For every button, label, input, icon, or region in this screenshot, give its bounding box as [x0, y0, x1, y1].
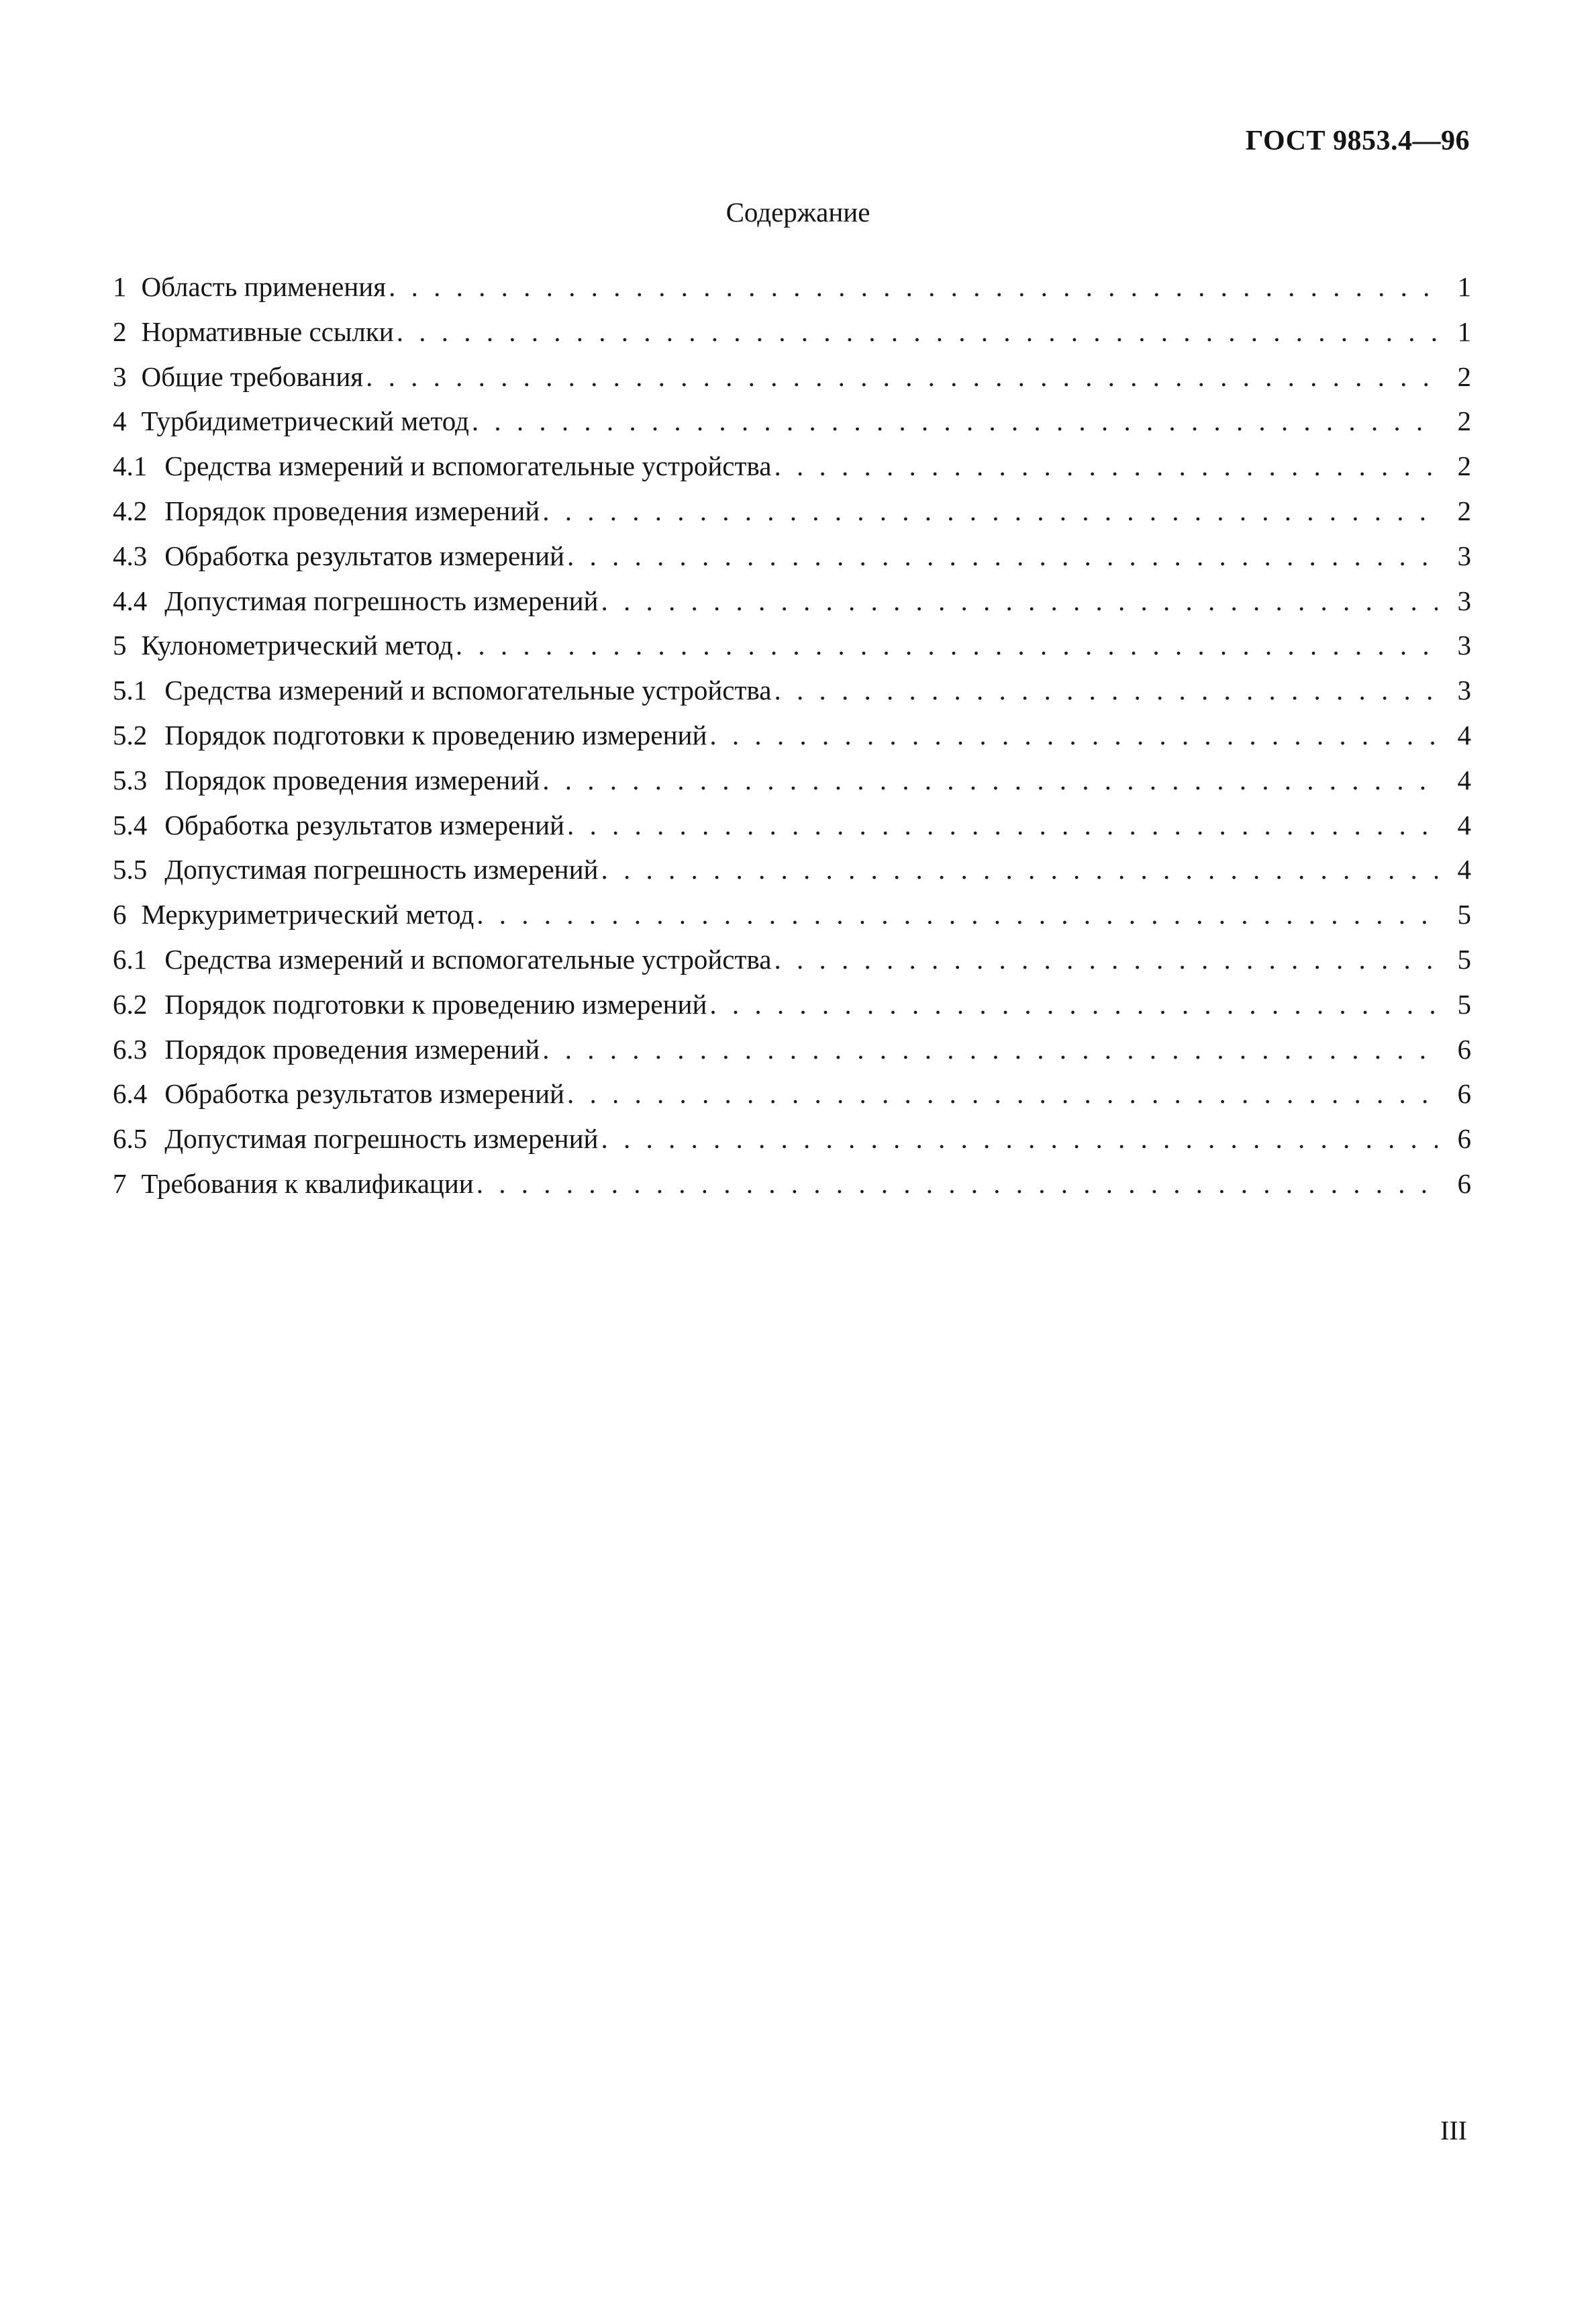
- toc-entry-label: Средства измерений и вспомогательные устройства: [164, 675, 772, 706]
- toc-dot-leader: [567, 809, 1438, 841]
- toc-entry-page: 5: [1457, 899, 1471, 930]
- toc-entry-page: 5: [1457, 988, 1471, 1020]
- toc-entry: [113, 1167, 1471, 1212]
- toc-entry-label: Порядок проведения измерений: [164, 495, 540, 526]
- toc-entry: [113, 809, 1471, 854]
- toc-entry-label: Обработка результатов измерений: [164, 809, 564, 840]
- toc-entry-label: Средства измерений и вспомогательные устройства: [164, 943, 772, 975]
- toc-entry: [113, 540, 1471, 585]
- toc-entry-number: 6.3: [113, 1033, 148, 1065]
- toc-dot-leader: [456, 629, 1438, 661]
- toc-entry-page: 3: [1457, 540, 1471, 571]
- toc-entry-number: 4: [113, 405, 127, 437]
- toc-entry: [113, 1122, 1471, 1167]
- toc-dot-leader: [389, 271, 1438, 303]
- toc-dot-leader: [601, 585, 1438, 617]
- toc-dot-leader: [397, 316, 1438, 348]
- toc-entry-page: 3: [1457, 630, 1471, 661]
- toc-entry-number: 4.1: [113, 450, 148, 482]
- toc-entry-page: 3: [1457, 675, 1471, 706]
- toc-entry-page: 2: [1457, 450, 1471, 482]
- toc-entry-label: Порядок проведения измерений: [164, 764, 540, 796]
- toc-entry-number: 5: [113, 630, 127, 661]
- toc-dot-leader: [542, 1033, 1438, 1065]
- toc-entry-number: 6: [113, 899, 127, 930]
- toc-dot-leader: [774, 674, 1438, 706]
- toc-dot-leader: [366, 360, 1438, 393]
- toc-entry-number: 1: [113, 271, 127, 302]
- toc-entry-page: 6: [1457, 1033, 1471, 1065]
- toc-entry-page: 2: [1457, 405, 1471, 437]
- toc-dot-leader: [774, 943, 1438, 975]
- toc-entry-label: Общие требования: [141, 360, 364, 392]
- toc-entry-number: 4.3: [113, 540, 148, 571]
- toc-entry-page: 4: [1457, 809, 1471, 840]
- toc-entry-number: 6.2: [113, 988, 148, 1020]
- toc-entry: [113, 764, 1471, 809]
- toc-dot-leader: [601, 853, 1438, 885]
- toc-entry-number: 6.5: [113, 1123, 148, 1155]
- toc-entry-page: 3: [1457, 585, 1471, 616]
- toc-entry-number: 4.4: [113, 585, 148, 616]
- toc-dot-leader: [472, 405, 1438, 437]
- toc-entry-label: Порядок подготовки к проведению измерений: [164, 719, 707, 751]
- toc-entry: [113, 674, 1471, 719]
- toc-entry: [113, 1077, 1471, 1122]
- toc-entry-number: 5.1: [113, 675, 148, 706]
- toc-entry: [113, 898, 1471, 943]
- toc-entry: [113, 943, 1471, 988]
- toc-entry-page: 6: [1457, 1078, 1471, 1110]
- toc-entry-page: 6: [1457, 1167, 1471, 1199]
- toc-entry: [113, 405, 1471, 450]
- table-of-contents: [113, 271, 1471, 1212]
- toc-entry: [113, 495, 1471, 540]
- toc-entry-label: Средства измерений и вспомогательные устройства: [164, 450, 772, 482]
- toc-entry-page: 2: [1457, 360, 1471, 392]
- toc-entry-page: 2: [1457, 495, 1471, 526]
- toc-entry: [113, 629, 1471, 674]
- toc-entry-label: Кулонометрический метод: [141, 630, 453, 661]
- toc-entry: [113, 316, 1471, 360]
- toc-entry-number: 5.3: [113, 764, 148, 796]
- toc-dot-leader: [567, 1077, 1438, 1110]
- toc-dot-leader: [567, 540, 1438, 572]
- toc-entry-label: Меркуриметрический метод: [141, 899, 475, 930]
- toc-dot-leader: [774, 450, 1438, 482]
- toc-entry: [113, 719, 1471, 764]
- toc-entry: [113, 450, 1471, 495]
- toc-entry-number: 5.4: [113, 809, 148, 840]
- toc-entry-label: Допустимая погрешность измерений: [164, 854, 599, 885]
- toc-entry-page: 1: [1457, 271, 1471, 302]
- toc-entry-label: Порядок подготовки к проведению измерений: [164, 988, 707, 1020]
- toc-entry-label: Нормативные ссылки: [141, 316, 394, 347]
- document-code: ГОСТ 9853.4—96: [1245, 126, 1470, 156]
- toc-entry-label: Порядок проведения измерений: [164, 1033, 540, 1065]
- toc-entry-label: Требования к квалификации: [141, 1167, 474, 1199]
- toc-entry-page: 6: [1457, 1123, 1471, 1155]
- toc-entry: [113, 988, 1471, 1033]
- toc-entry-page: 4: [1457, 854, 1471, 885]
- toc-entry-number: 5.5: [113, 854, 148, 885]
- toc-entry: [113, 360, 1471, 405]
- toc-dot-leader: [601, 1122, 1438, 1155]
- toc-entry-number: 5.2: [113, 719, 148, 751]
- toc-entry-label: Допустимая погрешность измерений: [164, 1123, 599, 1155]
- toc-entry-page: 1: [1457, 316, 1471, 347]
- toc-entry-number: 6.1: [113, 943, 148, 975]
- toc-dot-leader: [709, 988, 1438, 1020]
- toc-entry-label: Допустимая погрешность измерений: [164, 585, 599, 616]
- toc-dot-leader: [542, 495, 1438, 527]
- toc-dot-leader: [477, 898, 1438, 930]
- toc-entry-number: 3: [113, 360, 127, 392]
- toc-dot-leader: [709, 719, 1438, 751]
- toc-entry-label: Обработка результатов измерений: [164, 1078, 564, 1110]
- toc-title: Содержание: [726, 197, 870, 228]
- toc-entry-number: 4.2: [113, 495, 148, 526]
- toc-dot-leader: [477, 1167, 1438, 1200]
- toc-entry-number: 7: [113, 1167, 127, 1199]
- toc-entry-page: 4: [1457, 719, 1471, 751]
- toc-entry-label: Область применения: [141, 271, 387, 302]
- toc-dot-leader: [542, 764, 1438, 796]
- toc-entry: [113, 853, 1471, 898]
- toc-entry-label: Турбидиметрический метод: [141, 405, 469, 437]
- toc-entry-number: 6.4: [113, 1078, 148, 1110]
- toc-entry-number: 2: [113, 316, 127, 347]
- toc-entry-page: 4: [1457, 764, 1471, 796]
- toc-entry-page: 5: [1457, 943, 1471, 975]
- toc-entry: [113, 1033, 1471, 1078]
- toc-entry-label: Обработка результатов измерений: [164, 540, 564, 571]
- page-number: III: [1440, 2115, 1467, 2146]
- toc-entry: [113, 271, 1471, 316]
- toc-entry: [113, 585, 1471, 630]
